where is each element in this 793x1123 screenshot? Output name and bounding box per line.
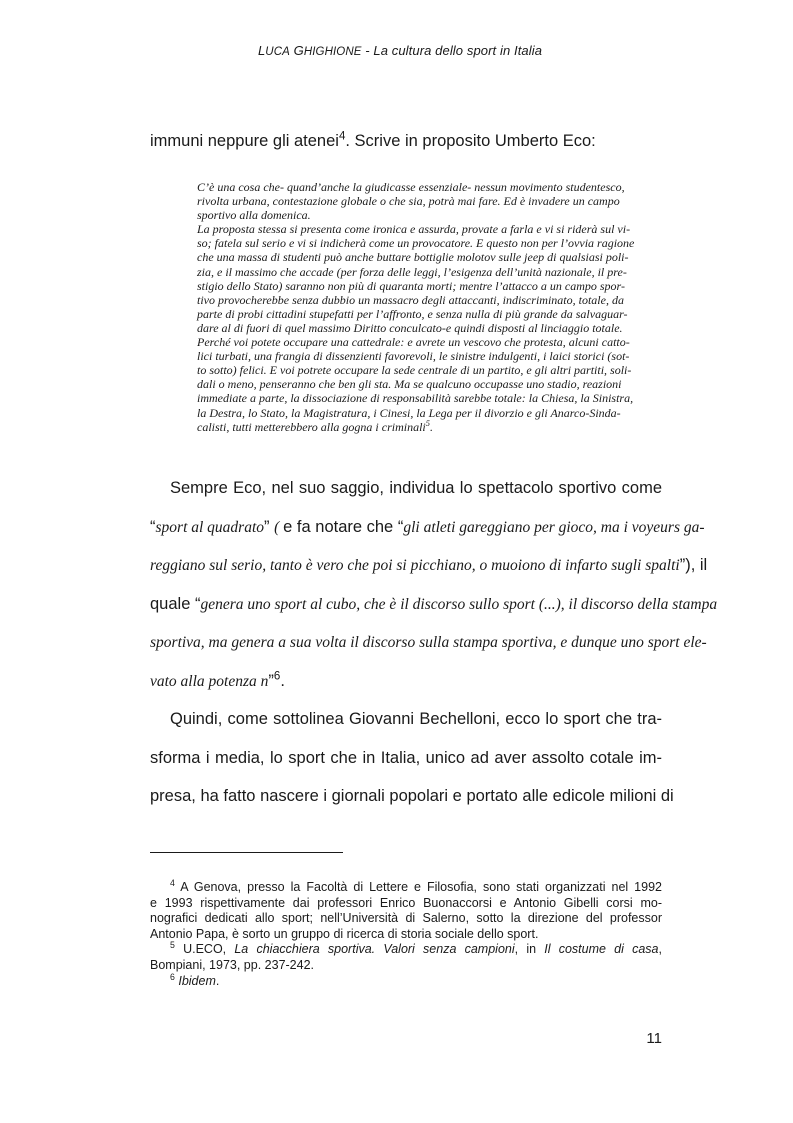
quote-line: rivolta urbana, contestazione globale o che sia, potrà mai fare. Ed è invadere un campo — [197, 194, 620, 209]
footnote-ref-4: 4 — [338, 130, 346, 143]
body-line: quale “genera uno sport al cubo, che è il discorso sullo sport (...), il discorso della stampa — [150, 594, 718, 613]
footnote-4: $^4$ A Genova, presso la Facoltà di Lettere e Filosofia, sono stati organizzati nel 1992 — [170, 877, 662, 894]
quote-line: stigio dello Stato) saranno non più di quaranta morti; mentre l’attacco a un campo spor- — [197, 278, 625, 293]
quote-line: sportivo alla domenica. — [197, 208, 311, 223]
footnotes — [150, 877, 662, 989]
body-line: sforma i media, lo sport che in Italia, unico ad aver assolto cotale im- — [150, 748, 662, 767]
footnote-ref-6: 6 — [273, 670, 281, 683]
paragraph-eco — [150, 479, 718, 712]
body-line: vato alla potenza n”$^6$. — [150, 670, 285, 690]
footnote-6: $^6$ Ibidem. — [170, 971, 220, 988]
body-line: reggiano sul serio, tanto è vero che poi si picchiano, o muoiono di infarto sugli spalti”), il — [150, 556, 708, 575]
quote-line: dare al di fuori di quel massimo Diritto conculcato-e quindi disposti al linciaggio totale. — [197, 320, 623, 335]
footnote-ref-5: 5 — [425, 418, 430, 428]
header-separator: - — [361, 43, 374, 58]
body-line: Sempre Eco, nel suo saggio, individua lo spettacolo sportivo come — [170, 479, 662, 497]
quote-line: Perché voi potete occupare una cattedrale: e avrete un vescovo che protesta, alcuni catto- — [197, 335, 630, 350]
page-number: 11 — [646, 1030, 662, 1047]
footnote-line: Bompiani, 1973, pp. 237-242. — [150, 957, 315, 972]
quote-line: La proposta stessa si presenta come ironica e assurda, provate a farla e vi si riderà sul vi- — [197, 222, 631, 237]
quote-line: so; fatela sul serio e vi si indicherà come un provocatore. E questo non per l’ovvia ragione — [197, 236, 635, 251]
quote-line: parte di probi cittadini stupefatti per l’affronto, e senza nulla di più grande da salvaguar- — [197, 306, 628, 321]
quote-line: zia, e il massimo che accade (per forza delle leggi, l’esigenza dell’unità nazionale, il pre- — [197, 264, 627, 279]
quote-line: tivo provocherebbe senza dubbio un massacro degli attaccanti, indiscriminato, totale, da — [197, 292, 624, 307]
quote-line: la Destra, lo Stato, la Magistratura, i Cinesi, la Lega per il divorzio e gli Anarco-Sinda- — [197, 405, 621, 420]
quote-line: lici turbati, una frangia di dissenzienti favorevoli, le sinistre indulgenti, i laici storici (sot- — [197, 349, 630, 364]
footnote-separator — [150, 852, 343, 853]
author-name: LUCA GHIGHIONE — [257, 43, 362, 58]
footnote-line: nografici dedicati allo sport; nell’Università di Salerno, sotto la direzione del professor — [150, 911, 662, 926]
book-title: La cultura dello sport in Italia — [373, 43, 543, 58]
quote-line: C’è una cosa che- quand’anche la giudicasse essenziale- nessun movimento studentesco, — [197, 180, 625, 194]
body-line: Quindi, come sottolinea Giovanni Bechelloni, ecco lo sport che tra- — [170, 710, 662, 728]
quote-line-last: calisti, tutti metterebbero alla gogna i criminali$^5$. — [197, 418, 433, 434]
body-line: sportiva, ma genera a sua volta il discorso sulla stampa sportiva, e dunque uno sport ele- — [150, 634, 707, 652]
body-line: presa, ha fatto nascere i giornali popolari e portato alle edicole milioni di — [150, 787, 674, 806]
footnote-5: $^5$ U.ECO, La chiacchiera sportiva. Valori senza campioni, in Il costume di casa, — [170, 940, 662, 957]
body-line: “sport al quadrato” ( e fa notare che “gli atleti gareggiano per gioco, ma i voyeurs ga- — [150, 517, 705, 536]
block-quote — [197, 180, 635, 434]
quote-line: che una massa di studenti può anche buttare bottiglie molotov sulle jeep di qualsiasi poli- — [197, 250, 629, 265]
paragraph-bechelloni — [150, 710, 674, 827]
quote-line: dali o meno, penseranno che ben gli sta. Ma se qualcuno occupasse uno stadio, reazioni — [197, 377, 622, 392]
quote-line: to sotto) felici. E voi potrete occupare la sede centrale di un partito, e gli altri partiti, soli- — [197, 363, 632, 378]
lead-sentence: immuni neppure gli atenei$^4$. Scrive in proposito Umberto Eco: — [150, 130, 596, 150]
footnote-line: e 1993 rispettivamente dai professori Enrico Buonaccorsi e Antonio Gibelli corsi mo- — [150, 895, 662, 910]
quote-line: immediate a parte, la dissociazione di responsabilità sarebbe totale: la Chiesa, la Sinistra, — [197, 391, 634, 406]
running-header — [150, 43, 650, 58]
footnote-line: Antonio Papa, è sorto un gruppo di ricerca di storia sociale dello sport. — [150, 926, 539, 941]
